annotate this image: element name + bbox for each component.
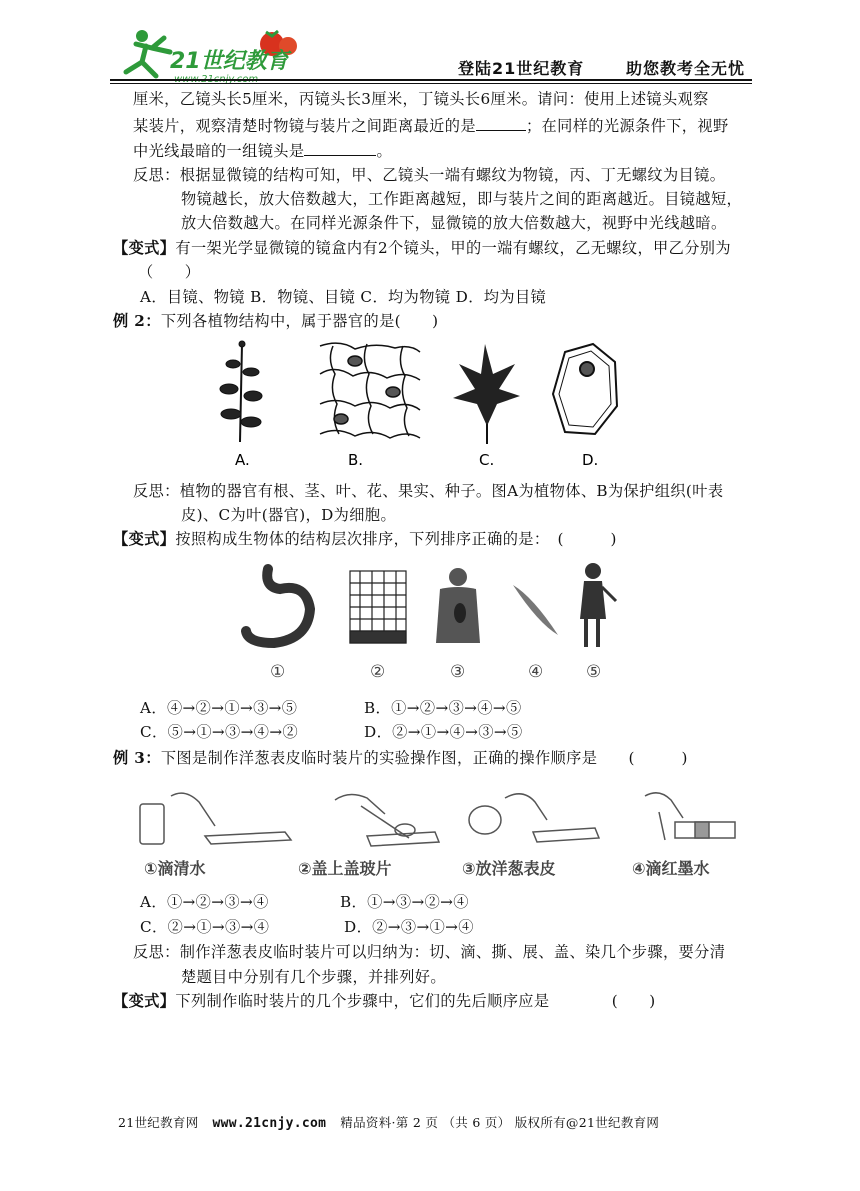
ex3-opt-c: C．②→①→③→④	[140, 918, 270, 936]
fig-label-c: C.	[479, 451, 495, 469]
ex2-reflect-1: 反思：植物的器官有根、茎、叶、花、果实、种子。图A为植物体、B为保护组织(叶表	[133, 482, 724, 500]
ex1-reflect-2: 物镜越长，放大倍数越大，工作距离越短，即与装片之间的距离越近。目镜越短，	[181, 190, 743, 208]
ex1-variant-text: 有一架光学显微镜的镜盒内有2个镜头，甲的一端有螺纹，乙无螺纹，甲乙分别为	[175, 239, 731, 257]
footer-right: 精品资料·第 2 页 （共 6 页） 版权所有@21世纪教育网	[340, 1115, 660, 1130]
ex2-variant-opt-d: D．②→①→④→③→⑤	[364, 723, 523, 741]
tissue-figure	[350, 571, 406, 643]
ex3-question: 下图是制作洋葱表皮临时装片的实验操作图，正确的操作顺序是 ( )	[160, 749, 688, 767]
ex2-reflect-2: 皮)、C为叶(器官)，D为细胞。	[181, 506, 397, 524]
ex2-label: 例 2：	[113, 312, 161, 330]
ex3-variant-question: 下列制作临时装片的几个步骤中，它们的先后顺序应是 ( )	[175, 992, 656, 1010]
step-1-drawing	[140, 793, 291, 844]
answer-blank-2[interactable]	[304, 139, 376, 156]
level-label-4: ④	[528, 662, 544, 682]
leaf-figure-c	[453, 344, 520, 444]
level-label-2: ②	[370, 662, 386, 682]
ex1-line-3b: 。	[376, 142, 393, 160]
plant-figure-a	[220, 341, 262, 442]
ex3-variant-line	[113, 990, 656, 1012]
fig-label-b: B.	[348, 451, 364, 469]
ex1-line-2	[133, 114, 729, 137]
variant-tag-2: 【变式】	[113, 530, 176, 548]
ex1-variant-paren: （ ）	[138, 263, 201, 281]
ex1-line-2a: 某装片，观察清楚时物镜与装片之间距离最近的是	[133, 117, 476, 135]
slide-steps-figure	[135, 788, 755, 848]
fig-label-d: D.	[582, 451, 599, 469]
person-figure	[580, 563, 616, 647]
step-caption-2: ②盖上盖玻片	[298, 859, 392, 878]
answer-blank-1[interactable]	[476, 114, 526, 131]
step-caption-1: ①滴清水	[144, 859, 206, 878]
level-label-5: ⑤	[586, 662, 602, 682]
ex3-question-line	[113, 747, 688, 769]
structure-levels-figure	[228, 557, 628, 685]
step-caption-3: ③放洋葱表皮	[462, 859, 556, 878]
ex1-variant-options: A．目镜、物镜 B．物镜、目镜 C．均为物镜 D．均为目镜	[140, 288, 547, 306]
ex3-label: 例 3：	[113, 749, 161, 767]
ex3-opt-b: B．①→③→②→④	[340, 893, 469, 911]
step-3-drawing	[469, 794, 599, 842]
ex3-reflect-2: 楚题目中分别有几个步骤，并排列好。	[181, 968, 446, 986]
ex1-line-3a: 中光线最暗的一组镜头是	[133, 142, 305, 160]
ex1-line-3	[133, 139, 392, 162]
header-slogan-left: 登陆21世纪教育	[458, 59, 585, 78]
header-slogan-right: 助您教考全无忧	[626, 59, 746, 78]
ex1-line-1: 厘米，乙镜头长5厘米，丙镜头长3厘米，丁镜头长6厘米。请问：使用上述镜头观察	[133, 90, 709, 108]
cell-figure-d	[553, 344, 617, 434]
ex1-variant-line	[113, 237, 731, 259]
variant-tag: 【变式】	[113, 239, 176, 257]
step-2-drawing	[335, 794, 439, 846]
ex3-opt-a: A．①→②→③→④	[140, 893, 269, 911]
ex2-question-line	[113, 310, 438, 332]
ex1-reflect-3: 放大倍数越大。在同样光源条件下，显微镜的放大倍数越大，视野中光线越暗。	[181, 214, 727, 232]
page-footer	[118, 1113, 659, 1131]
ex2-variant-opt-a: A．④→②→①→③→⑤	[140, 699, 298, 717]
ex2-variant-opt-c: C．⑤→①→③→④→②	[140, 723, 299, 741]
level-label-1: ①	[270, 662, 286, 682]
ex2-variant-opt-b: B．①→②→③→④→⑤	[364, 699, 522, 717]
logo-text: 21世纪教育	[170, 49, 289, 74]
ex1-reflect-1: 反思：根据显微镜的结构可知，甲、乙镜头一端有螺纹为物镜，丙、丁无螺纹为目镜。	[133, 166, 726, 184]
footer-left: 21世纪教育网	[118, 1115, 199, 1130]
tissue-figure-b	[320, 343, 420, 438]
fig-label-a: A.	[235, 451, 250, 469]
step-caption-4: ④滴红墨水	[632, 859, 710, 878]
human-torso-figure	[436, 568, 480, 643]
ex3-reflect-1: 反思：制作洋葱表皮临时装片可以归纳为：切、滴、撕、展、盖、染几个步骤，要分清	[133, 943, 726, 961]
stomach-figure	[246, 569, 310, 643]
ex1-line-2b: ；在同样的光源条件下，视野	[525, 117, 729, 135]
ex2-variant-line	[113, 528, 617, 550]
step-4-drawing	[645, 793, 735, 840]
ex2-question: 下列各植物结构中，属于器官的是( )	[160, 312, 439, 330]
footer-site-link[interactable]: www.21cnjy.com	[212, 1116, 327, 1131]
variant-tag-3: 【变式】	[113, 992, 176, 1010]
ex2-variant-question: 按照构成生物体的结构层次排序，下列排序正确的是： ( )	[175, 530, 617, 548]
ex2-figure	[215, 334, 635, 474]
header-rule-thick	[110, 79, 752, 81]
level-label-3: ③	[450, 662, 466, 682]
ex3-opt-d: D．②→③→①→④	[344, 918, 474, 936]
muscle-cell-figure	[513, 585, 558, 635]
header-rule-thin	[110, 83, 752, 84]
